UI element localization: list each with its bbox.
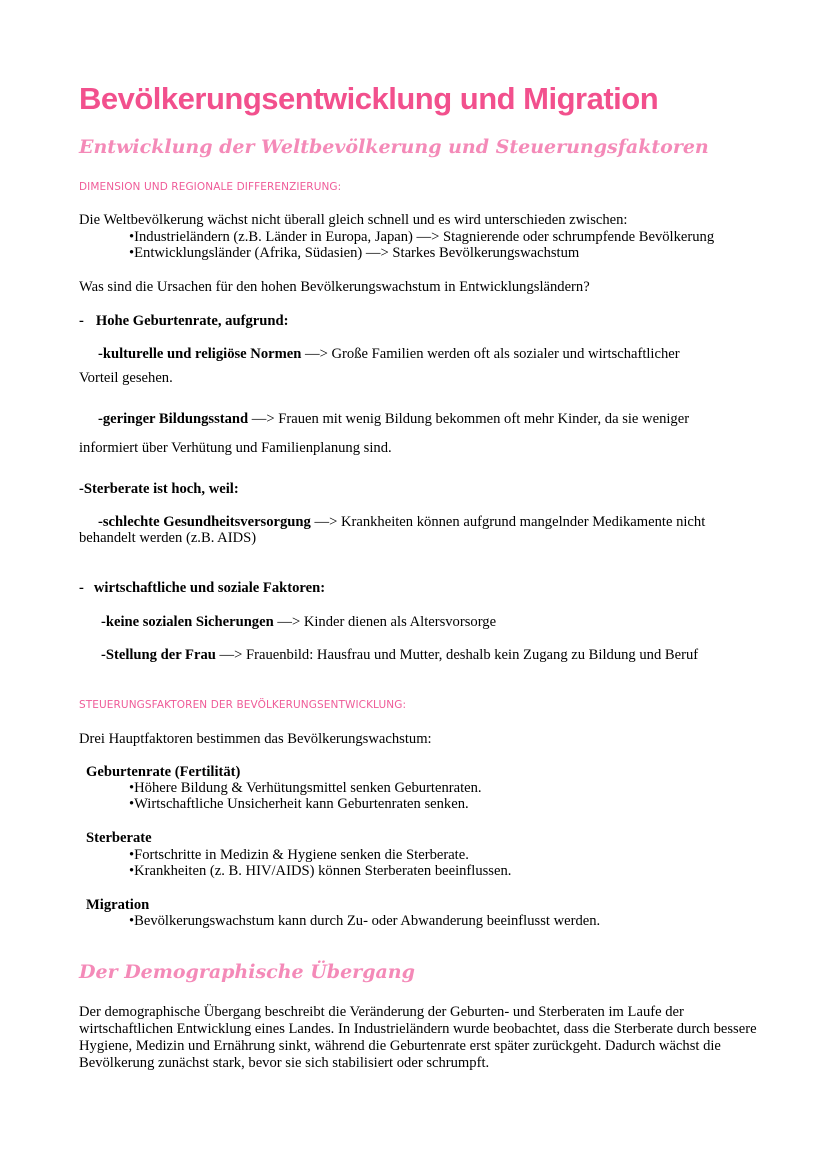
dash-marker: - bbox=[79, 313, 84, 329]
page-title: Bevölkerungsentwicklung und Migration bbox=[79, 81, 659, 116]
education-text: —> Frauen mit wenig Bildung bekommen oft mehr Kinder, da sie weniger bbox=[248, 411, 690, 427]
heading-economic-social bbox=[79, 580, 325, 597]
norms-line bbox=[98, 346, 680, 363]
social-text: —> Kinder dienen als Altersvorsorge bbox=[273, 614, 497, 630]
social-security-line bbox=[101, 614, 496, 631]
bullet-industrial: •Industrieländern (z.B. Länder in Europa, Japan) —> Stagnierende oder schrumpfende Bevölkerung bbox=[129, 229, 715, 245]
education-bold: -geringer Bildungsstand bbox=[98, 411, 249, 427]
econ-heading-text: wirtschaftliche und soziale Faktoren: bbox=[93, 580, 326, 596]
health-text: —> Krankheiten können aufgrund mangelnder Medikamente nicht bbox=[310, 514, 706, 530]
women-bold: -Stellung der Frau bbox=[101, 647, 216, 663]
education-line bbox=[98, 411, 689, 428]
section-label-steering: STEUERUNGSFAKTOREN DER BEVÖLKERUNGSENTWICKLUNG: bbox=[79, 699, 407, 711]
heading-death-rate bbox=[79, 481, 239, 498]
health-line bbox=[98, 514, 705, 531]
factor-fertility-point-1: •Höhere Bildung & Verhütungsmittel senken Geburtenraten. bbox=[129, 780, 482, 796]
factor-mortality-point-1: •Fortschritte in Medizin & Hygiene senken die Sterberate. bbox=[129, 847, 469, 863]
health-bold: -schlechte Gesundheitsversorgung bbox=[98, 514, 311, 530]
norms-line-2: Vorteil gesehen. bbox=[79, 370, 173, 386]
factor-fertility-name: Geburtenrate (Fertilität) bbox=[86, 764, 241, 780]
factor-mortality-name: Sterberate bbox=[86, 830, 152, 846]
steering-intro: Drei Hauptfaktoren bestimmen das Bevölkerungswachstum: bbox=[79, 731, 432, 747]
subtitle-demographic-transition: Der Demographische Übergang bbox=[79, 961, 415, 983]
subtitle-world-population: Entwicklung der Weltbevölkerung und Steuerungsfaktoren bbox=[79, 136, 709, 158]
norms-bold: -kulturelle und religiöse Normen bbox=[98, 346, 302, 362]
education-line-2: informiert über Verhütung und Familienplanung sind. bbox=[79, 440, 392, 456]
factor-fertility-heading bbox=[86, 764, 240, 781]
death-heading-text: -Sterberate ist hoch, weil: bbox=[79, 481, 239, 497]
women-status-line bbox=[101, 647, 698, 664]
norms-text: —> Große Familien werden oft als sozialer und wirtschaftlicher bbox=[301, 346, 680, 362]
factor-fertility-point-2: •Wirtschaftliche Unsicherheit kann Geburtenraten senken. bbox=[129, 796, 469, 812]
question-text: Was sind die Ursachen für den hohen Bevölkerungswachstum in Entwicklungsländern? bbox=[79, 279, 590, 295]
health-line-2: behandelt werden (z.B. AIDS) bbox=[79, 530, 257, 546]
transition-paragraph: Der demographische Übergang beschreibt die Veränderung der Geburten- und Sterberaten im Laufe der wirtschaftlichen Entwicklung eines Landes. In Industrieländern wurde beobachtet, dass die Sterberate durch bessere Hygiene, Medizin und Ernährung sinkt, während die Geburtenrate erst später zurückgeht. Dadurch wächst die Bevölkerung zunächst stark, bevor sie sich stabilisiert oder schrumpft. bbox=[79, 1004, 757, 1071]
dash-marker-2: - bbox=[79, 580, 84, 596]
intro-text: Die Weltbevölkerung wächst nicht überall gleich schnell und es wird unterschieden zwischen: bbox=[79, 212, 628, 228]
section-label-dimension: DIMENSION UND REGIONALE DIFFERENZIERUNG: bbox=[79, 181, 342, 193]
factor-migration-point-1: •Bevölkerungswachstum kann durch Zu- oder Abwanderung beeinflusst werden. bbox=[129, 913, 601, 929]
women-text: —> Frauenbild: Hausfrau und Mutter, deshalb kein Zugang zu Bildung und Beruf bbox=[215, 647, 699, 663]
factor-migration-heading bbox=[86, 897, 149, 914]
heading-birth-rate bbox=[79, 313, 288, 330]
factor-migration-name: Migration bbox=[86, 897, 150, 913]
social-bold: -keine sozialen Sicherungen bbox=[101, 614, 274, 630]
bullet-developing: •Entwicklungsländer (Afrika, Südasien) —> Starkes Bevölkerungswachstum bbox=[129, 245, 580, 261]
birth-heading-text: Hohe Geburtenrate, aufgrund: bbox=[95, 313, 289, 329]
factor-mortality-point-2: •Krankheiten (z. B. HIV/AIDS) können Sterberaten beeinflussen. bbox=[129, 863, 512, 879]
factor-mortality-heading bbox=[86, 830, 152, 847]
